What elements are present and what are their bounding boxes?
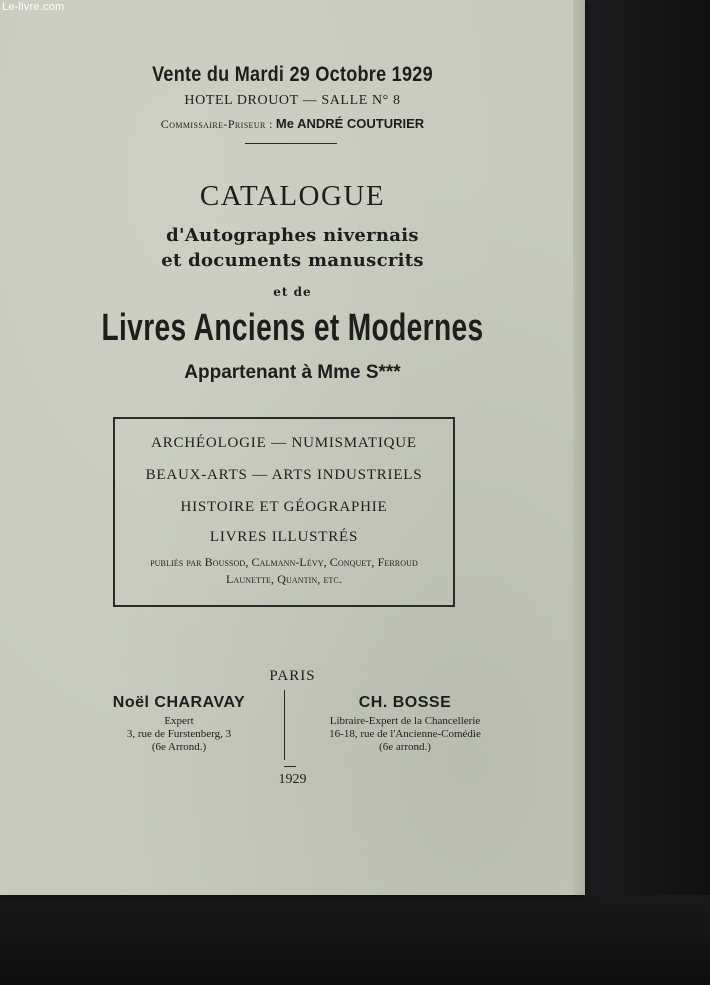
dark-background-right xyxy=(585,0,710,985)
column-divider xyxy=(284,690,285,760)
cover-edge xyxy=(573,0,585,895)
expert-left-address: 3, rue de Furstenberg, 3 xyxy=(126,728,232,740)
expert-right-district: (6e arrond.) xyxy=(379,741,431,753)
topic-line-3: HISTOIRE ET GÉOGRAPHIE xyxy=(180,499,388,515)
conjunction: et de xyxy=(273,285,312,299)
expert-right-role: Libraire-Expert de la Chancellerie xyxy=(329,715,481,727)
topics-box xyxy=(113,417,455,607)
publication-year: 1929 xyxy=(278,772,307,787)
topic-line-2: BEAUX-ARTS — ARTS INDUSTRIELS xyxy=(145,467,423,483)
subtitle-line-1: d'Autographes nivernais xyxy=(166,225,419,246)
expert-right-address: 16-18, rue de l'Ancienne-Comédie xyxy=(329,728,481,740)
expert-left xyxy=(88,694,270,754)
publishers-line-1: publiés par Boussod, Calmann-Lévy, Conquet, Ferroud xyxy=(150,555,418,569)
city: PARIS xyxy=(269,668,316,684)
expert-right-name: CH. BOSSE xyxy=(358,694,452,711)
subtitle-line-2: et documents manuscrits xyxy=(161,250,424,271)
topic-line-4: LIVRES ILLUSTRÉS xyxy=(209,529,359,545)
expert-left-district: (6e Arrond.) xyxy=(151,741,207,753)
expert-left-role: Expert xyxy=(164,715,194,727)
header-rule xyxy=(245,143,337,144)
catalogue-heading: CATALOGUE xyxy=(199,180,386,212)
auctioneer-role: Commissaire-Priseur : xyxy=(160,117,273,131)
main-title: Livres Anciens et Modernes xyxy=(101,307,484,349)
publishers-line-2: Launette, Quantin, etc. xyxy=(226,572,342,586)
expert-left-name: Noël CHARAVAY xyxy=(112,694,246,711)
site-watermark: Le-livre.com xyxy=(2,1,65,13)
topic-line-1: ARCHÉOLOGIE — NUMISMATIQUE xyxy=(151,435,417,451)
sale-date: Vente du Mardi 29 Octobre 1929 xyxy=(152,63,433,86)
auctioneer xyxy=(0,116,585,132)
owner-line: Appartenant à Mme S*** xyxy=(184,362,401,383)
auctioneer-name: Me ANDRÉ COUTURIER xyxy=(275,116,425,131)
venue: HOTEL DROUOT — SALLE N° 8 xyxy=(184,93,401,108)
dark-background-bottom xyxy=(0,895,710,985)
expert-right xyxy=(300,694,510,754)
year-rule xyxy=(284,766,296,767)
